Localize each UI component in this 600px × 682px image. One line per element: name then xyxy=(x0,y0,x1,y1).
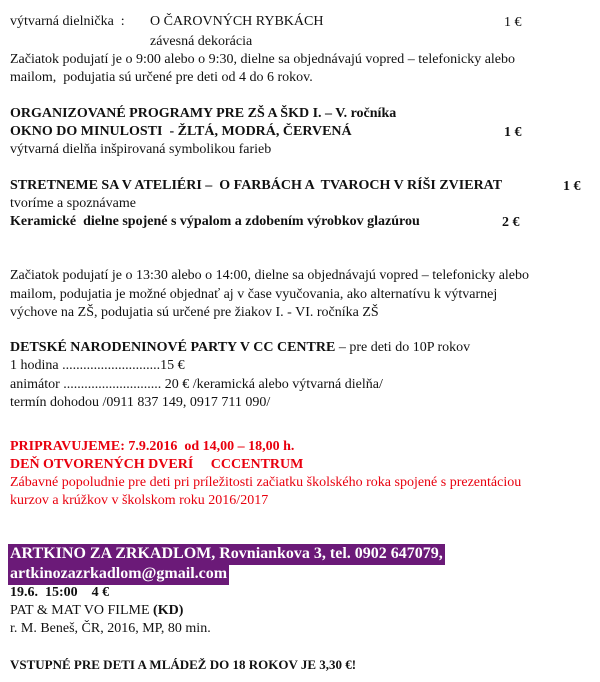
program-desc: tvoríme a spoznávame xyxy=(10,196,136,211)
party-title: DETSKÉ NARODENINOVÉ PARTY V CC CENTRE xyxy=(10,340,336,355)
artkino-email: artkinozazrkadlom@gmail.com xyxy=(8,564,229,585)
program-price: 1 € xyxy=(563,179,581,194)
workshop-title: O ČAROVNÝCH RYBKÁCH xyxy=(150,14,324,29)
workshop-price: 1 € xyxy=(504,15,522,30)
party-contact: termín dohodou /0911 837 149, 0917 711 090/ xyxy=(10,395,271,410)
program-price: 1 € xyxy=(504,125,522,140)
program-desc: výtvarná dielňa inšpirovaná symbolikou farieb xyxy=(10,142,272,157)
film-title: PAT & MAT VO FILME xyxy=(10,603,154,618)
workshop-label: výtvarná dielnička : xyxy=(10,14,125,29)
program-title: Keramické dielne spojené s výpalom a zdobením výrobkov glazúrou xyxy=(10,214,420,229)
upcoming-title: DEŇ OTVORENÝCH DVERÍ CCCENTRUM xyxy=(10,457,304,472)
screening-date: 19.6. 15:00 4 € xyxy=(10,585,110,600)
programs-info-line: výchove na ZŠ, podujatia sú určené pre žiakov I. - VI. ročníka ZŠ xyxy=(10,305,379,320)
workshop-subtitle: závesná dekorácia xyxy=(150,34,253,49)
film-title-line xyxy=(10,604,183,618)
programs-info-line: mailom, podujatia je možné objednať aj v čase vyučovania, ako alternatívu k výtvarnej xyxy=(10,287,498,302)
upcoming-date: PRIPRAVUJEME: 7.9.2016 od 14,00 – 18,00 h. xyxy=(10,439,295,454)
artkino-header: ARTKINO ZA ZRKADLOM, Rovniankova 3, tel. 0902 647079, xyxy=(8,544,445,565)
program-title: OKNO DO MINULOSTI - ŽLTÁ, MODRÁ, ČERVENÁ xyxy=(10,124,352,139)
party-line: 1 hodina ............................15 € xyxy=(10,358,185,373)
party-heading xyxy=(10,341,470,355)
workshop-info-line: Začiatok podujatí je o 9:00 alebo o 9:30, dielne sa objednávajú vopred – telefonicky alebo xyxy=(10,52,516,67)
program-title: STRETNEME SA V ATELIÉRI – O FARBÁCH A TVAROCH V RÍŠI ZVIERAT xyxy=(10,178,503,193)
upcoming-desc: kurzov a krúžkov v školskom roku 2016/2017 xyxy=(10,493,269,508)
program-price: 2 € xyxy=(502,215,520,230)
party-line: animátor ............................ 20 € /keramická alebo výtvarná dielňa/ xyxy=(10,377,383,392)
film-info: r. M. Beneš, ČR, 2016, MP, 80 min. xyxy=(10,621,211,636)
workshop-info-line: mailom, podujatia sú určené pre deti od 4 do 6 rokov. xyxy=(10,70,313,85)
upcoming-desc: Zábavné popoludnie pre deti pri príležitosti začiatku školského roka spojené s prezentáciou xyxy=(10,475,522,490)
party-title-rest: – pre deti do 10P rokov xyxy=(335,340,471,355)
programs-heading: ORGANIZOVANÉ PROGRAMY PRE ZŠ A ŠKD I. – V. ročníka xyxy=(10,106,397,121)
programs-info-line: Začiatok podujatí je o 13:30 alebo o 14:00, dielne sa objednávajú vopred – telefonicky alebo xyxy=(10,268,530,283)
film-tag: (KD) xyxy=(153,603,184,618)
admission-note: VSTUPNÉ PRE DETI A MLÁDEŽ DO 18 ROKOV JE 3,30 €! xyxy=(10,657,357,672)
